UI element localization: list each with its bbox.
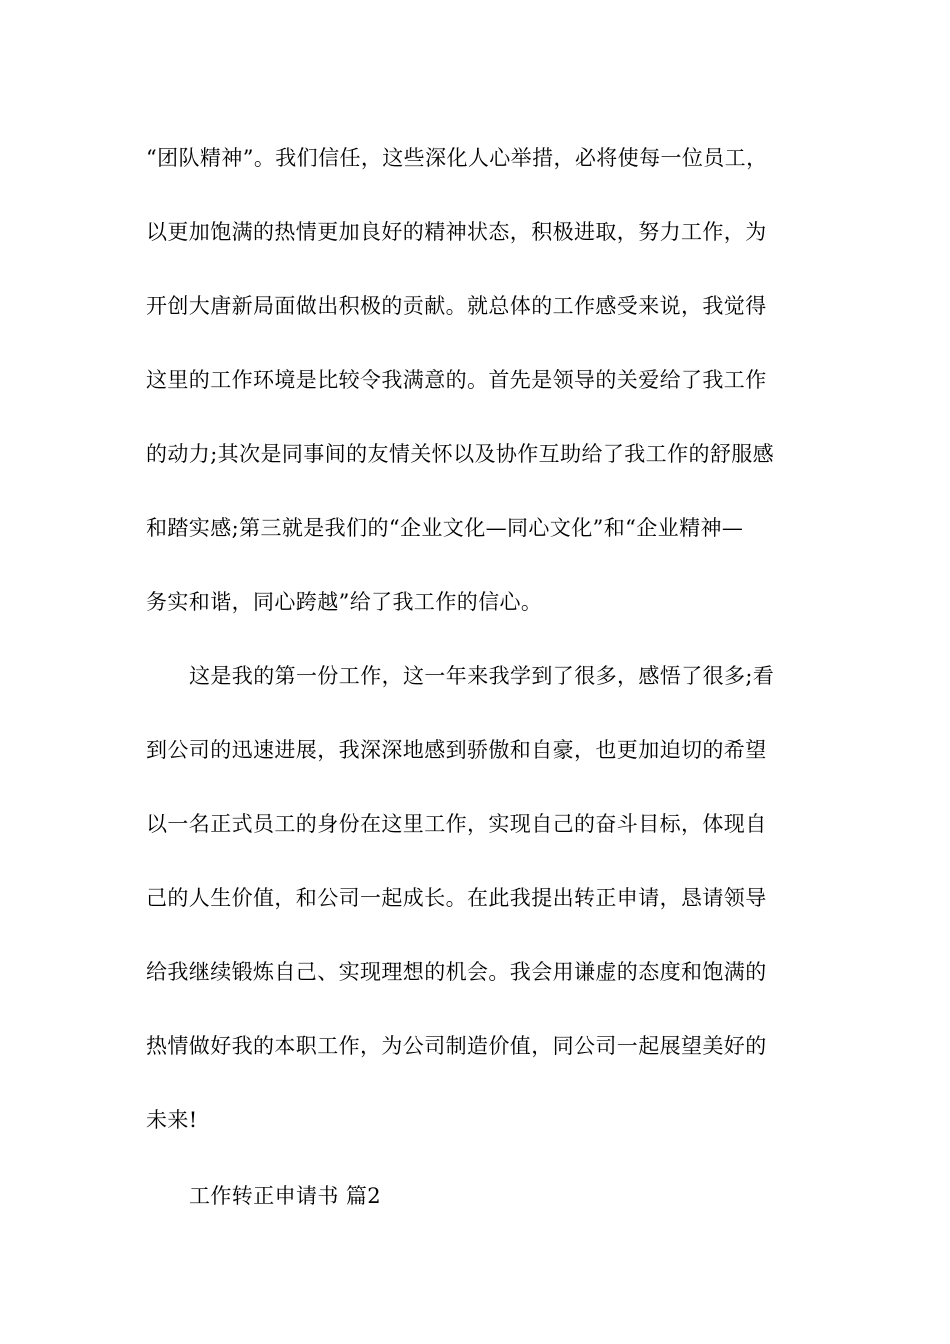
paragraph-line: 以一名正式员工的身份在这里工作，实现自己的奋斗目标，体现自	[146, 812, 767, 836]
paragraph-line: 和踏实感;第三就是我们的“企业文化—同心文化”和“企业精神—	[146, 516, 744, 540]
paragraph-line: 这里的工作环境是比较令我满意的。首先是领导的关爱给了我工作	[146, 368, 767, 392]
paragraph-line: 到公司的迅速进展，我深深地感到骄傲和自豪，也更加迫切的希望	[146, 738, 767, 762]
paragraph-line: 热情做好我的本职工作，为公司制造价值，同公司一起展望美好的	[146, 1034, 767, 1058]
paragraph-line: 开创大唐新局面做出积极的贡献。就总体的工作感受来说，我觉得	[146, 294, 767, 318]
section-heading: 工作转正申请书 篇2	[189, 1184, 382, 1208]
paragraph-line: 未来!	[146, 1108, 198, 1132]
paragraph-line: 这是我的第一份工作，这一年来我学到了很多，感悟了很多;看	[189, 664, 775, 688]
paragraph-line: “团队精神”。我们信任，这些深化人心举措，必将使每一位员工，	[146, 146, 768, 170]
paragraph-line: 的动力;其次是同事间的友情关怀以及协作互助给了我工作的舒服感	[146, 442, 775, 466]
paragraph-line: 己的人生价值，和公司一起成长。在此我提出转正申请，恳请领导	[146, 886, 767, 910]
paragraph-line: 务实和谐，同心跨越”给了我工作的信心。	[146, 590, 543, 614]
paragraph-line: 以更加饱满的热情更加良好的精神状态，积极进取，努力工作，为	[146, 220, 767, 244]
paragraph-line: 给我继续锻炼自己、实现理想的机会。我会用谦虚的态度和饱满的	[146, 960, 767, 984]
